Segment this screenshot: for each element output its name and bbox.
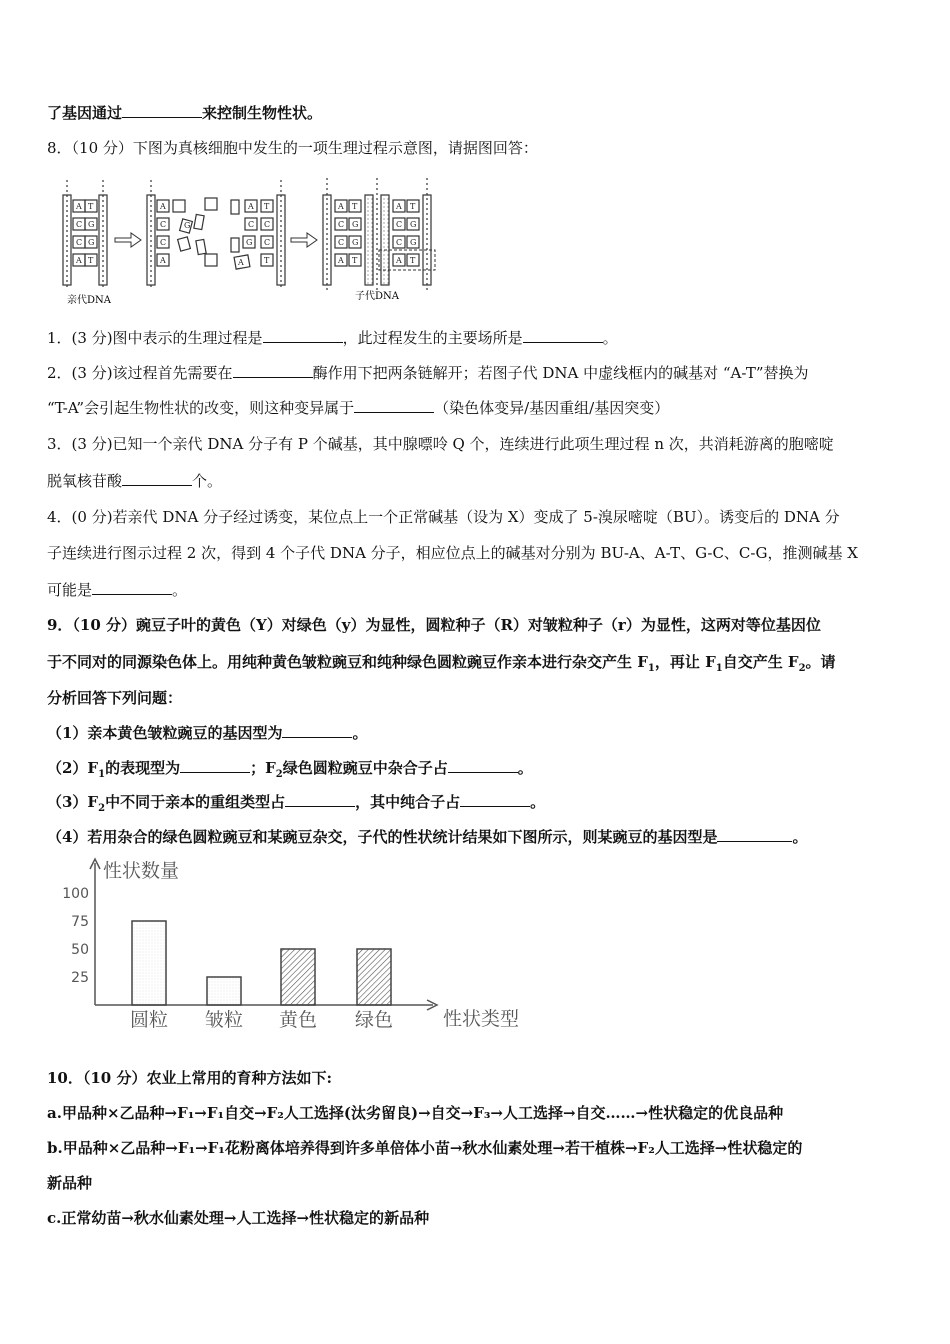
answer-blank[interactable]: [233, 363, 313, 378]
answer-blank[interactable]: [717, 827, 792, 842]
q8-sub2: 2．(3 分)该过程首先需要在 酶作用下把两条链解开；若图子代 DNA 中虚线框内的碱基对 “A-T”替换为: [47, 364, 809, 382]
svg-text:C: C: [396, 220, 403, 229]
svg-text:C: C: [264, 220, 271, 229]
svg-text:C: C: [338, 238, 345, 247]
y-axis-label: 性状数量: [103, 860, 180, 882]
y-tick-label: 25: [71, 970, 89, 986]
answer-blank[interactable]: [282, 723, 352, 738]
arrow-icon: [291, 233, 317, 247]
q10-header: 10．（10 分）农业上常用的育种方法如下:: [47, 1069, 333, 1087]
dna-replication-figure: [55, 170, 445, 305]
svg-text:C: C: [396, 238, 403, 247]
q8-sub2-cont: “T-A”会引起生物性状的改变，则这种变异属于 （染色体变异/基因重组/基因突变）: [47, 399, 670, 417]
answer-blank[interactable]: [263, 328, 343, 343]
svg-text:T: T: [264, 256, 270, 265]
svg-text:G: G: [352, 220, 359, 229]
bar-圆粒: [132, 921, 166, 1005]
q9-part2: $(2)F_1$的表现型为 ；$F_2$绿色圆粒豌豆中杂合子占 。: [47, 759, 533, 780]
q8-sub3: 3．(3 分)已知一个亲代 DNA 分子有 P 个碱基，其中腺嘌呤 Q 个，连续进行此项生理过程 n 次，共消耗游离的胞嘧啶: [47, 435, 834, 453]
svg-text:G: G: [184, 221, 191, 230]
child-dna-label: 子代DNA: [355, 291, 399, 302]
svg-text:T: T: [264, 202, 270, 211]
q9-part3: $(3)F_2$中不同于亲本的重组类型占 ，其中纯合子占 。: [47, 793, 546, 814]
answer-blank[interactable]: [460, 792, 530, 807]
parent-dna-label: 亲代DNA: [67, 295, 111, 305]
category-label: 黄色: [278, 1009, 318, 1031]
category-label: 圆粒: [129, 1009, 169, 1031]
answer-blank[interactable]: [354, 398, 434, 413]
bar-绿色: [357, 949, 391, 1005]
svg-text:A: A: [160, 202, 166, 211]
svg-text:A: A: [338, 256, 344, 265]
q10-method-b-cont: 新品种: [47, 1174, 93, 1192]
bar-黄色: [281, 949, 315, 1005]
bar-皱粒: [207, 977, 241, 1005]
q8-sub4-end: 可能是 。: [47, 581, 188, 599]
svg-text:C: C: [160, 238, 167, 247]
svg-text:T: T: [410, 202, 416, 211]
svg-text:G: G: [410, 220, 417, 229]
svg-text:G: G: [352, 238, 359, 247]
q9-part1: （1）亲本黄色皱粒豌豆的基因型为 。: [47, 724, 368, 742]
q9-part4: （4）若用杂合的绿色圆粒豌豆和某豌豆杂交，子代的性状统计结果如下图所示，则某豌豆的基因型是 。: [47, 828, 808, 846]
svg-text:G: G: [410, 238, 417, 247]
svg-text:C: C: [160, 220, 167, 229]
svg-text:T: T: [88, 202, 94, 211]
answer-blank[interactable]: [448, 758, 518, 773]
arrow-icon: [115, 233, 141, 247]
y-tick-label: 75: [71, 914, 89, 930]
category-label: 皱粒: [204, 1009, 244, 1031]
svg-text:A: A: [338, 202, 344, 211]
svg-text:T: T: [88, 256, 94, 265]
q7-tail: 了基因通过 来控制生物性状。: [47, 104, 323, 122]
svg-text:A: A: [396, 202, 402, 211]
svg-text:T: T: [352, 202, 358, 211]
svg-text:C: C: [76, 220, 83, 229]
svg-text:C: C: [76, 238, 83, 247]
q9-line2: 于不同对的同源染色体上。用纯种黄色皱粒豌豆和纯种绿色圆粒豌豆作亲本进行杂交产生 $F_1$，再让 $F_1$自交产生 $F_2$。请: [47, 653, 836, 674]
svg-text:C: C: [264, 238, 271, 247]
q9-line1: 9．（10 分）豌豆子叶的黄色（Y）对绿色（y）为显性，圆粒种子（R）对皱粒种子（r）为显性，这两对等位基因位: [47, 616, 821, 634]
svg-text:C: C: [338, 220, 345, 229]
svg-text:T: T: [410, 256, 416, 265]
answer-blank[interactable]: [92, 580, 172, 595]
unwinding-dna: [147, 180, 217, 290]
y-tick-label: 50: [71, 942, 89, 958]
svg-text:T: T: [352, 256, 358, 265]
parent-dna: [63, 180, 107, 290]
q8-sub4-cont: 子连续进行图示过程 2 次，得到 4 个子代 DNA 分子，相应位点上的碱基对分别为 BU-A、A-T、G-C、C-G，推测碱基 X: [47, 544, 858, 562]
q8-sub3-cont: 脱氧核苷酸 个。: [47, 472, 223, 490]
q8-sub1: 1．(3 分)图中表示的生理过程是 ，此过程发生的主要场所是 。: [47, 329, 618, 347]
answer-blank[interactable]: [122, 471, 192, 486]
q10-method-c: c.正常幼苗→秋水仙素处理→人工选择→性状稳定的新品种: [47, 1209, 430, 1227]
q8-header: 8．（10 分）下图为真核细胞中发生的一项生理过程示意图，请据图回答：: [47, 139, 538, 157]
svg-text:G: G: [246, 238, 253, 247]
svg-text:A: A: [76, 202, 82, 211]
q8-sub4: 4．(0 分)若亲代 DNA 分子经过诱变，某位点上一个正常碱基（设为 X）变成了 5-溴尿嘧啶（BU）。诱变后的 DNA 分: [47, 508, 840, 526]
x-axis-label: 性状类型: [443, 1008, 520, 1030]
svg-text:A: A: [248, 202, 254, 211]
answer-blank[interactable]: [523, 328, 603, 343]
answer-blank[interactable]: [285, 792, 355, 807]
svg-text:G: G: [88, 238, 95, 247]
svg-text:A: A: [396, 256, 402, 265]
svg-text:A: A: [76, 256, 82, 265]
answer-blank[interactable]: [122, 103, 202, 118]
svg-text:G: G: [88, 220, 95, 229]
q10-method-a: a.甲品种×乙品种→F₁→F₁自交→F₂人工选择(汰劣留良)→自交→F₃→人工选择→自交……→性状稳定的优良品种: [47, 1104, 784, 1122]
q9-line3: 分析回答下列问题：: [47, 689, 183, 707]
q10-method-b: b.甲品种×乙品种→F₁→F₁花粉离体培养得到许多单倍体小苗→秋水仙素处理→若干植株→F₂人工选择→性状稳定的: [47, 1139, 803, 1157]
y-tick-label: 100: [62, 886, 89, 902]
category-label: 绿色: [354, 1009, 394, 1031]
svg-text:C: C: [248, 220, 255, 229]
trait-bar-chart: [55, 855, 545, 1035]
replicating-dna: [231, 180, 285, 290]
child-dna: [323, 178, 435, 292]
svg-text:A: A: [238, 258, 244, 267]
answer-blank[interactable]: [180, 758, 250, 773]
svg-text:A: A: [160, 256, 166, 265]
